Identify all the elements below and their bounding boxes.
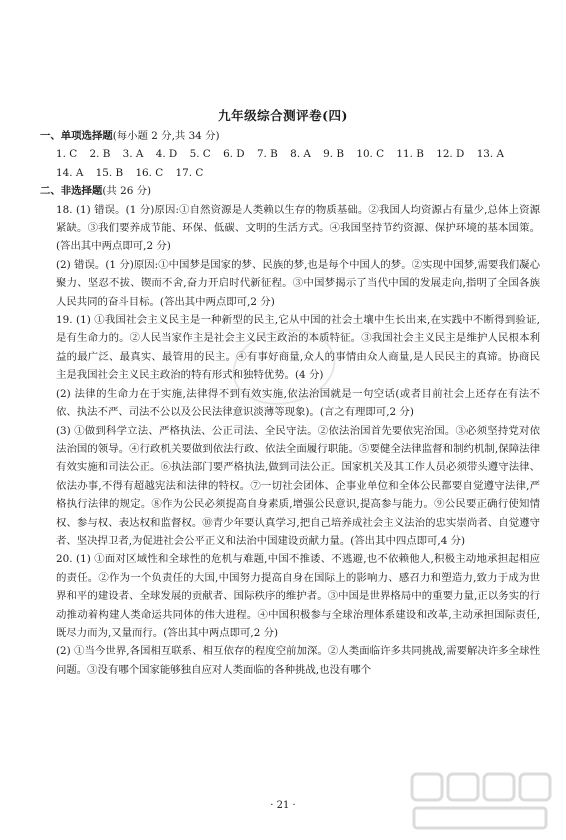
answer-item: 8. A — [290, 148, 311, 161]
answer-row-1 — [40, 145, 540, 163]
answer-item: 10. C — [356, 148, 385, 161]
page-title: 九年级综合测评卷(四) — [218, 108, 348, 123]
answer-item: 2. B — [89, 148, 111, 161]
answer-item: 16. C — [135, 166, 164, 179]
answer-item: 5. C — [189, 148, 211, 161]
answer-paragraph-20-2: (2) ①当今世界,各国相互联系、相互依存的程度空前加深。②人类面临许多共同挑战,需要解决许多全球性问题。③没有哪个国家能够独自应对人类面临的各种挑战,也没有哪个 — [56, 645, 540, 676]
answer-item: 12. D — [436, 148, 465, 161]
section-heading-single-choice — [40, 127, 540, 145]
answer-item: 3. A — [122, 148, 144, 161]
section-heading-non-choice — [40, 182, 540, 200]
answer-item: 13. A — [476, 148, 505, 161]
answer-item: 1. C — [56, 148, 78, 161]
section-heading-note: (共 26 分) — [102, 185, 152, 198]
answer-row-2 — [40, 164, 540, 182]
answer-item: 14. A — [56, 166, 84, 179]
document-body — [40, 127, 540, 679]
answer-item: 4. D — [155, 148, 178, 161]
answer-paragraph-20-1: 20. (1) ①面对区域性和全球性的危机与难题,中国不推诿、不逃避,也不依赖他人,积极主动地承担起相应的责任。②作为一个负责任的大国,中国努力提高自身在国际上的影响力、感召力和塑造力,致力于成为世界和平的建设者、全球发展的贡献者、国际秩序的维护者。③中国是世界格局中的重要力量,正以务实的行动推动着构建人类命运共同体的伟大进程。④中国积极参与全球治理体系建设和改革,主动承担国际责任,既尽力而为,又量而行。(答出其中两点即可,2 分) — [56, 553, 540, 639]
section-heading-text: 二、非选择题 — [40, 185, 103, 198]
answer-item: 6. D — [223, 148, 245, 161]
page-number: · 21 · — [270, 800, 296, 811]
section-heading-note: (每小题 2 分,共 34 分) — [112, 130, 220, 142]
answer-paragraph-19-2: (2) 法律的生命力在于实施,法律得不到有效实施,依法治国就是一句空话(或者目前社会上还存在有法不依、执法不严、司法不公以及公民法律意识淡薄等现象)。(言之有理即可,2 分) — [56, 387, 540, 419]
answer-item: 11. B — [396, 148, 424, 161]
answer-item: 9. B — [323, 148, 345, 161]
answer-paragraph-18-1: 18. (1) 错误。(1 分)原因:①自然资源是人类赖以生存的物质基础。②我国人均资源占有量少,总体上资源紧缺。③我们要养成节能、环保、低碳、文明的生活方式。④我国坚持节约资源、保护环境的基本国策。(答出其中两点即可,2 分) — [56, 203, 540, 253]
answer-item: 15. B — [95, 166, 124, 179]
answer-item: 17. C — [175, 166, 204, 179]
answer-item: 7. B — [256, 148, 278, 161]
answer-paragraph-19-3: (3) ①做到科学立法、严格执法、公正司法、全民守法。②依法治国首先要依宪治国。③必须坚持党对依法治国的领导。④行政机关要做到依法行政、依法全面履行职能。⑤要健全法律监督和制约机制,保障法律有效实施和司法公正。⑥执法部门要严格执法,做到司法公正。国家机关及其工作人员必须带头遵守法律、依法办事,不得有超越宪法和法律的特权。⑦一切社会团体、企事业单位和全体公民都要自觉遵守法律,严格执行法律的规定。⑧作为公民必须提高自身素质,增强公民意识,提高参与能力。⑨公民要正确行使知情权、参与权、表达权和监督权。⑩青少年要认真学习,把自己培养成社会主义法治的忠实崇尚者、自觉遵守者、坚决捍卫者,为促进社会公平正义和法治中国建设贡献力量。(答出其中四点即可,4 分) — [56, 424, 540, 547]
answer-paragraph-18-2: (2) 错误。(1 分)原因:①中国梦是国家的梦、民族的梦,也是每个中国人的梦。②实现中国梦,需要我们凝心聚力、坚忍不拔、锲而不舍,奋力开启时代新征程。③中国梦揭示了当代中国的发展走向,指明了全国各族人民共同的奋斗目标。(答出其中两点即可,2 分) — [56, 258, 540, 308]
answer-paragraph-19-1: 19. (1) ①我国社会主义民主是一种新型的民主,它从中国的社会土壤中生长出来,在实践中不断得到验证,是有生命力的。②人民当家作主是社会主义民主政治的本质特征。③我国社会主义民主是维护人民根本利益的最广泛、最真实、最管用的民主。④有事好商量,众人的事情由众人商量,是人民民主的真谛。协商民主是我国社会主义民主政治的特有形式和独特优势。(4 分) — [56, 314, 540, 382]
section-heading-text: 一、单项选择题 — [40, 130, 113, 142]
